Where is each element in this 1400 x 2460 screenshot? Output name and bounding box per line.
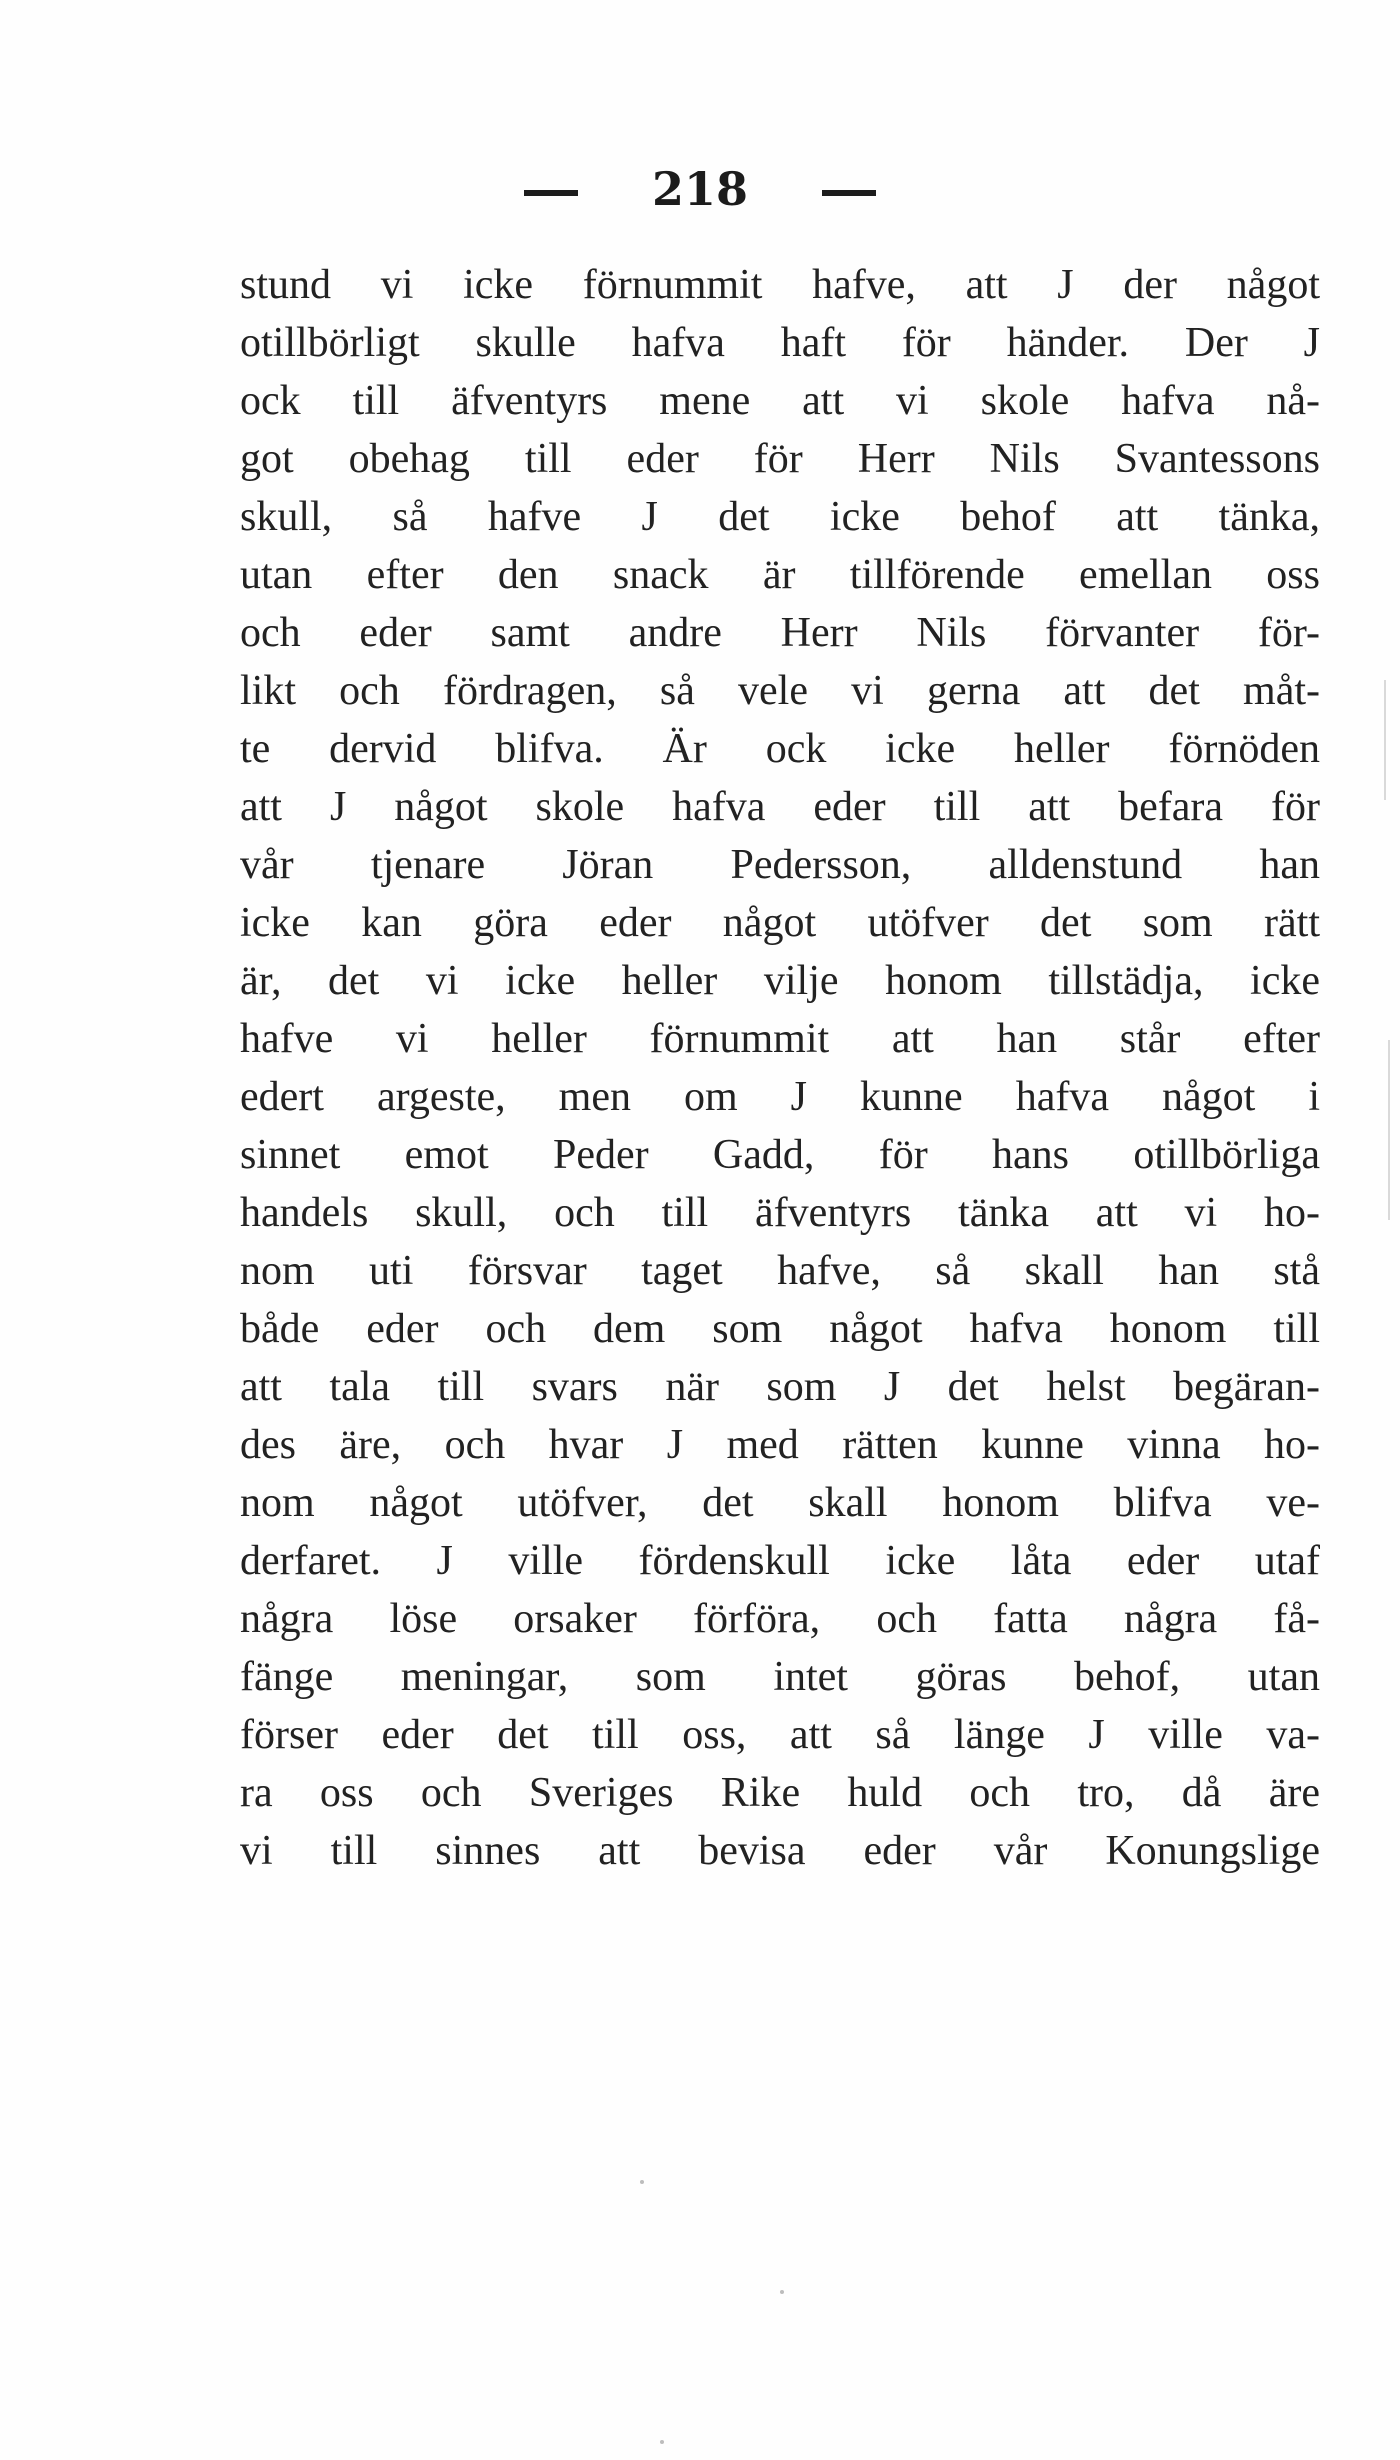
text-line: sinnet emot Peder Gadd, för hans otillbörliga [240,1132,1320,1178]
text-line: fänge meningar, som intet göras behof, utan [240,1654,1320,1700]
text-line: några löse orsaker förföra, och fatta några få- [240,1596,1320,1642]
page-edge-mark [1388,1040,1390,1220]
text-line: utan efter den snack är tillförende emellan oss [240,552,1320,598]
paper-speck [640,2180,644,2184]
text-line: edert argeste, men om J kunne hafva något i [240,1074,1320,1120]
text-line: och eder samt andre Herr Nils förvanter för- [240,610,1320,656]
text-line: des äre, och hvar J med rätten kunne vinna ho- [240,1422,1320,1468]
text-line: ock till äfventyrs mene att vi skole hafva nå- [240,378,1320,424]
body-text [240,256,1320,1880]
text-line: otillbörligt skulle hafva haft för händer. Der J [240,320,1320,366]
text-line: nom uti försvar taget hafve, så skall han stå [240,1248,1320,1294]
text-line: likt och fördragen, så vele vi gerna att det måt- [240,668,1320,714]
page-header [0,162,1400,216]
text-line: derfaret. J ville fördenskull icke låta eder utaf [240,1538,1320,1584]
text-line: te dervid blifva. Är ock icke heller förnöden [240,726,1320,772]
text-line: är, det vi icke heller vilje honom tillstädja, icke [240,958,1320,1004]
text-line: vi till sinnes att bevisa eder vår Konungslige [240,1828,1320,1874]
text-line: skull, så hafve J det icke behof att tänka, [240,494,1320,540]
header-dash-left [524,190,578,196]
paper-speck [660,2440,664,2444]
page-number: 218 [651,162,749,216]
header-dash-right [822,190,876,196]
text-line: got obehag till eder för Herr Nils Svantessons [240,436,1320,482]
text-line: hafve vi heller förnummit att han står efter [240,1016,1320,1062]
text-line: förser eder det till oss, att så länge J ville va- [240,1712,1320,1758]
text-line: ra oss och Sveriges Rike huld och tro, då äre [240,1770,1320,1816]
page-edge-mark [1384,680,1386,800]
paper-speck [780,2290,784,2294]
text-line: stund vi icke förnummit hafve, att J der något [240,262,1320,308]
text-line: icke kan göra eder något utöfver det som rätt [240,900,1320,946]
text-line: handels skull, och till äfventyrs tänka att vi ho- [240,1190,1320,1236]
text-line: nom något utöfver, det skall honom blifva ve- [240,1480,1320,1526]
text-line: att J något skole hafva eder till att befara för [240,784,1320,830]
text-line: vår tjenare Jöran Pedersson, alldenstund han [240,842,1320,888]
text-line: att tala till svars när som J det helst begäran- [240,1364,1320,1410]
text-line: både eder och dem som något hafva honom till [240,1306,1320,1352]
